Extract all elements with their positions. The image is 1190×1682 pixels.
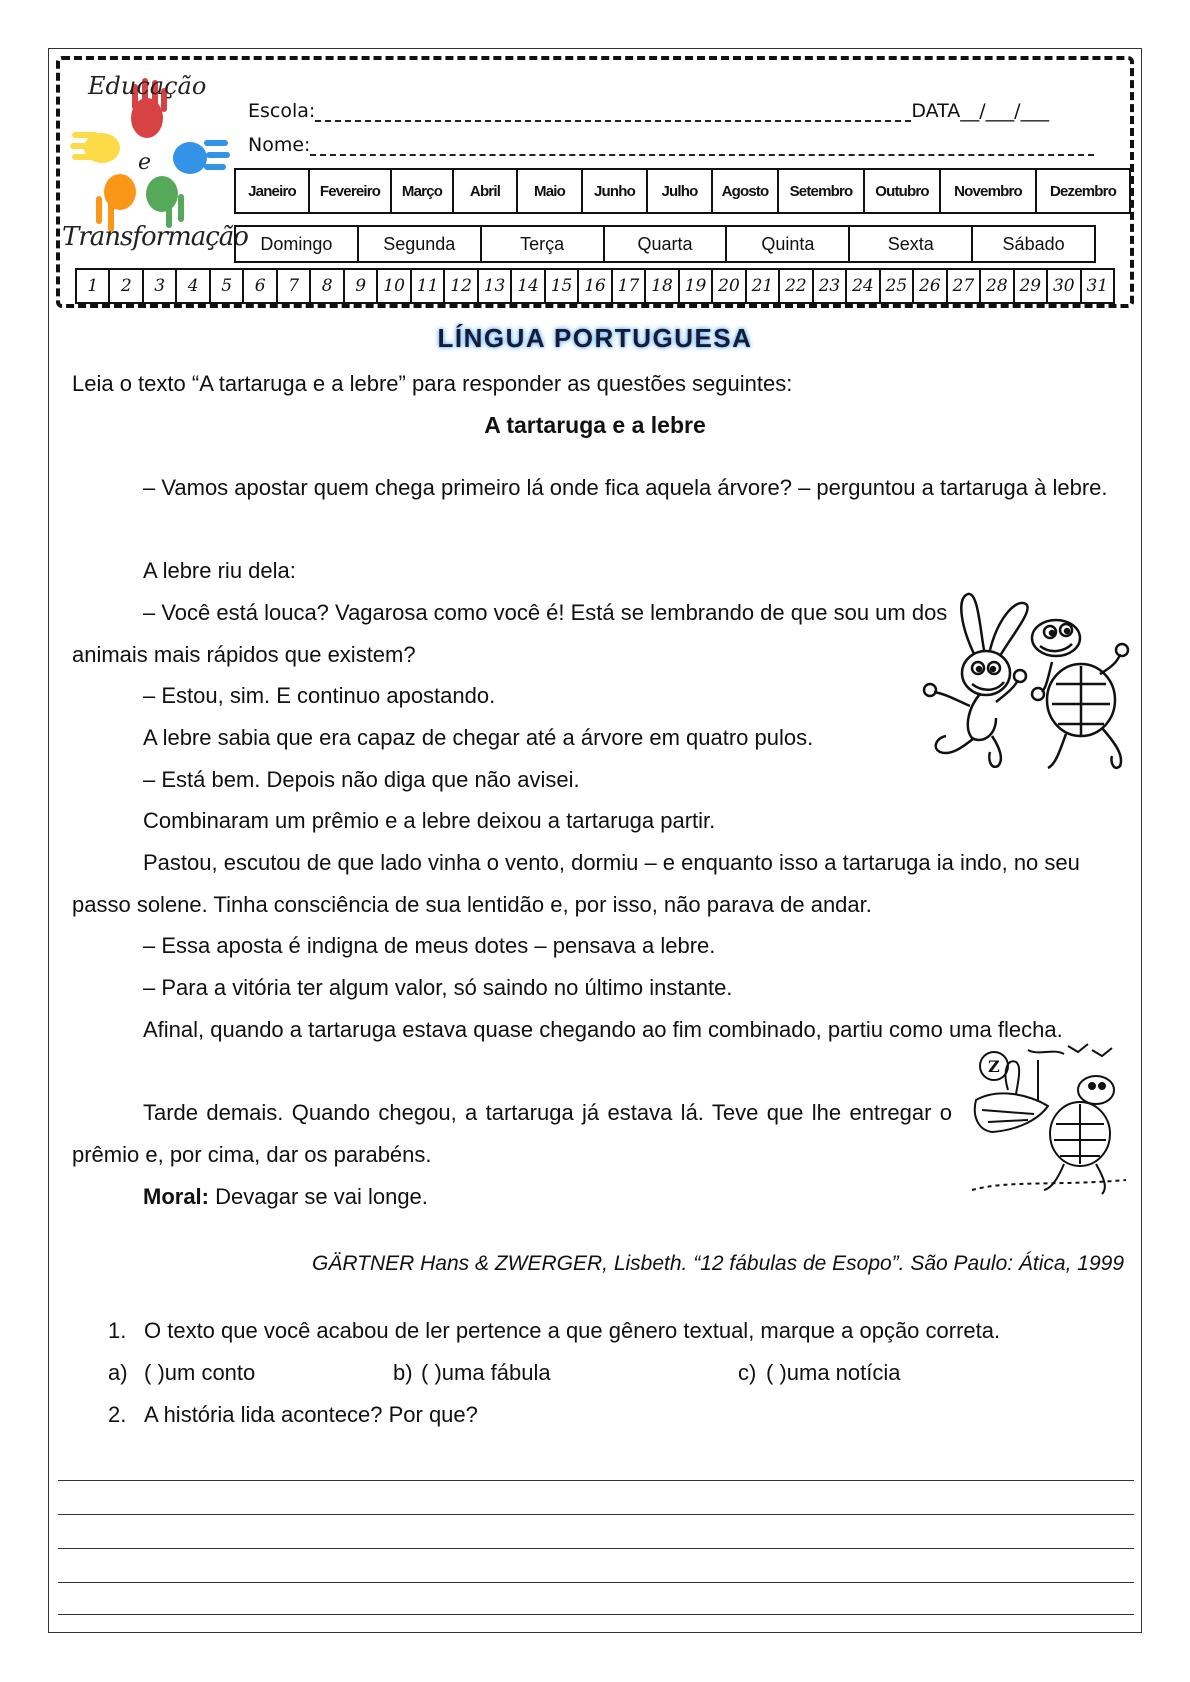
day-cell[interactable]: 5 [211,270,244,302]
day-cell[interactable]: 20 [713,270,746,302]
month-cell[interactable]: Dezembro [1049,182,1117,200]
day-cell[interactable]: 21 [747,270,780,302]
question-1-number: 1. [108,1318,127,1343]
source-citation: GÄRTNER Hans & ZWERGER, Lisbeth. “12 fábulas de Esopo”. São Paulo: Ática, 1999 [312,1252,1124,1275]
day-cell[interactable]: 7 [278,270,311,302]
nome-field[interactable] [310,140,1094,156]
day-cell[interactable]: 10 [378,270,411,302]
paragraph-6: – Está bem. Depois não diga que não avisei. [143,767,580,792]
moral-line [143,1176,428,1218]
data-label: DATA [911,100,961,122]
day-cell[interactable]: 3 [144,270,177,302]
paragraph-4: – Estou, sim. E continuo apostando. [143,683,496,708]
logo-text-educacao: Educação [88,72,207,100]
month-cell[interactable]: Julho [648,170,713,212]
answer-line[interactable] [58,1614,1134,1615]
escola-label: Escola: [248,100,316,122]
day-cell[interactable]: 12 [445,270,478,302]
nome-row [248,134,1094,156]
sleep-z-text: Z [988,1057,1000,1076]
day-cell[interactable]: 27 [948,270,981,302]
option-b-text[interactable]: ( )uma fábula [421,1360,551,1385]
story-title: A tartaruga e a lebre [484,412,706,438]
paragraph-9: – Essa aposta é indigna de meus dotes – pensava a lebre. [143,933,716,958]
weekday-cell[interactable]: Domingo [236,227,359,261]
paragraph-5: A lebre sabia que era capaz de chegar até a árvore em quatro pulos. [143,725,814,750]
sleeping-hare-illustration [968,1040,1130,1200]
day-cell[interactable]: 24 [847,270,880,302]
month-cell[interactable]: Janeiro [236,170,310,212]
month-cell[interactable]: Junho [583,170,648,212]
question-1-text: O texto que você acabou de ler pertence a que gênero textual, marque a opção correta. [144,1318,1001,1343]
day-cell[interactable]: 1 [77,270,110,302]
day-cell[interactable]: 31 [1086,276,1109,296]
weekday-cell[interactable]: Segunda [359,227,482,261]
days-row [75,268,1115,304]
day-cell[interactable]: 9 [345,270,378,302]
day-cell[interactable]: 18 [646,270,679,302]
day-cell[interactable]: 30 [1048,270,1081,302]
month-cell[interactable]: Maio [518,170,583,212]
day-cell[interactable]: 2 [110,270,143,302]
answer-line[interactable] [58,1548,1134,1549]
answer-line[interactable] [58,1582,1134,1583]
instruction: Leia o texto “A tartaruga e a lebre” para responder as questões seguintes: [72,371,793,396]
answer-line[interactable] [58,1514,1134,1515]
option-b-label: b) [393,1360,413,1385]
day-cell[interactable]: 15 [546,270,579,302]
day-cell[interactable]: 6 [244,270,277,302]
weekdays-row [234,225,1096,263]
day-cell[interactable]: 4 [177,270,210,302]
day-cell[interactable]: 19 [680,270,713,302]
paragraph-12: Tarde demais. Quando chegou, a tartaruga já estava lá. Teve que lhe entregar o prêmio e, por cima, dar os parabéns. [72,1100,952,1167]
months-row [234,168,1131,214]
moral-text: Devagar se vai longe. [209,1184,428,1209]
month-cell[interactable]: Abril [454,170,518,212]
question-2-number: 2. [108,1402,127,1427]
option-c-text[interactable]: ( )uma notícia [766,1360,901,1385]
paragraph-2: A lebre riu dela: [143,558,296,583]
weekday-cell[interactable]: Quarta [605,227,728,261]
day-cell[interactable]: 14 [512,270,545,302]
paragraph-3: – Você está louca? Vagarosa como você é! Está se lembrando de que sou um dos animais mais rápidos que existem? [72,600,948,667]
day-cell[interactable]: 28 [981,270,1014,302]
paragraph-1: – Vamos apostar quem chega primeiro lá onde fica aquela árvore? – perguntou a tartaruga à lebre. [143,475,1108,500]
paragraph-8: Pastou, escutou de que lado vinha o vento, dormiu – e enquanto isso a tartaruga ia indo, no seu passo solene. Tinha consciência de sua lentidão e, por isso, não parava de andar. [72,850,1080,917]
hare-turtle-illustration [906,588,1136,778]
day-cell[interactable]: 13 [479,270,512,302]
day-cell[interactable]: 11 [412,270,445,302]
subject-title: LÍNGUA PORTUGUESA [437,323,753,353]
logo-text-e: e [138,150,152,175]
day-cell[interactable]: 29 [1015,270,1048,302]
month-cell[interactable]: Novembro [941,170,1037,212]
day-cell[interactable]: 26 [914,270,947,302]
option-a-text[interactable]: ( )um conto [144,1360,256,1385]
escola-row [248,100,1049,122]
month-cell[interactable]: Fevereiro [310,170,392,212]
day-cell[interactable]: 17 [613,270,646,302]
day-cell[interactable]: 23 [814,270,847,302]
option-c-label: c) [738,1360,757,1385]
question-2-text: A história lida acontece? Por que? [144,1402,478,1427]
moral-label: Moral: [143,1184,209,1209]
option-a-label: a) [108,1360,128,1385]
paragraph-7: Combinaram um prêmio e a lebre deixou a tartaruga partir. [143,808,716,833]
escola-field[interactable] [315,106,911,122]
weekday-cell[interactable]: Sábado [1002,233,1065,254]
paragraph-10: – Para a vitória ter algum valor, só saindo no último instante. [143,975,733,1000]
date-field[interactable]: __/___/___ [960,100,1050,122]
logo-text-transformacao: Transformação [62,222,248,252]
month-cell[interactable]: Setembro [779,170,865,212]
day-cell[interactable]: 16 [579,270,612,302]
day-cell[interactable]: 8 [311,270,344,302]
month-cell[interactable]: Março [392,170,454,212]
nome-label: Nome: [248,134,311,156]
month-cell[interactable]: Outubro [865,170,941,212]
weekday-cell[interactable]: Terça [482,227,605,261]
weekday-cell[interactable]: Sexta [850,227,973,261]
month-cell[interactable]: Agosto [713,170,779,212]
paragraph-11: Afinal, quando a tartaruga estava quase chegando ao fim combinado, partiu como uma flecha. [143,1017,1063,1042]
weekday-cell[interactable]: Quinta [727,227,850,261]
answer-line[interactable] [58,1480,1134,1481]
day-cell[interactable]: 22 [780,270,813,302]
day-cell[interactable]: 25 [881,270,914,302]
